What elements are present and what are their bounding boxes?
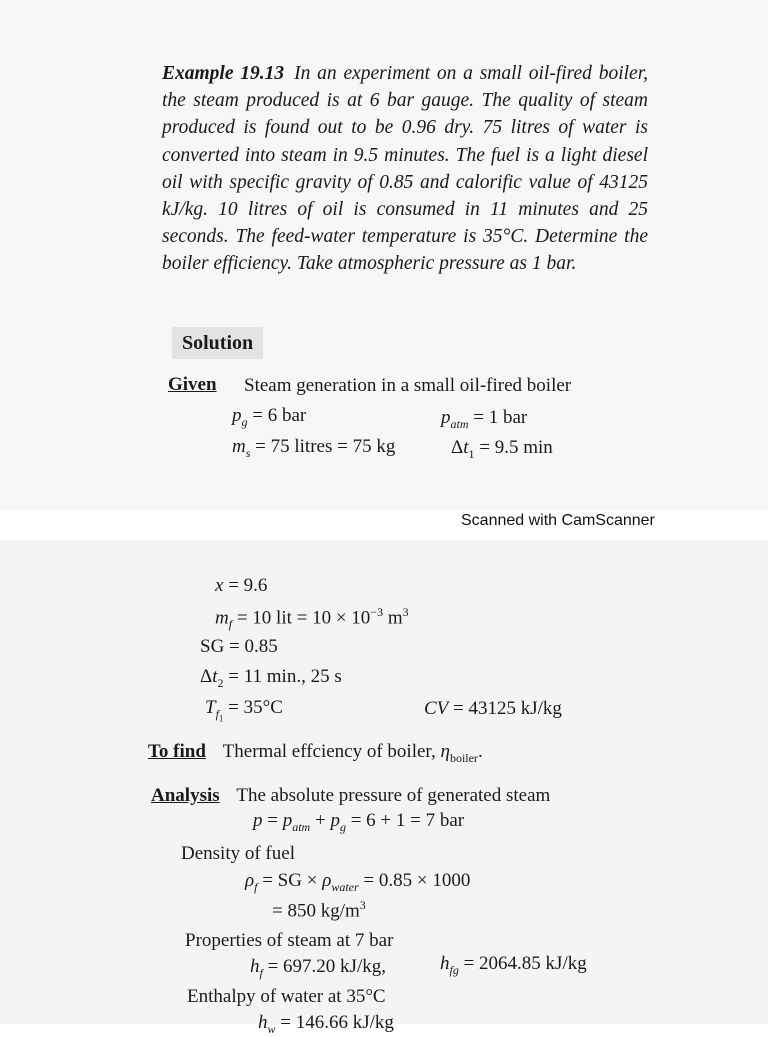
given-dt1: $\Delta t_1 = 9.5$ min: [451, 437, 553, 461]
analysis-line: [151, 785, 550, 807]
given-pg: $p_g = 6$ bar: [232, 405, 307, 429]
given-mf: $m_f = 10$ lit = $10 \times 10^{-3}$ $m^3$: [215, 605, 409, 632]
given-ms: $m_s = 75$ litres = 75 kg: [232, 436, 396, 460]
given-tf: $T_{f_1} = 35^\circ C$: [205, 697, 283, 724]
density-result: = 850 $kg/m^3$: [272, 898, 366, 922]
given-x: x = 9.6: [215, 575, 268, 596]
water-enthalpy-heading: Enthalpy of water at 35°C: [187, 986, 386, 1007]
given-label: Given: [168, 374, 217, 395]
scanned-page-top: [0, 0, 768, 510]
given-cv: CV = 43125 kJ/kg: [424, 698, 562, 719]
to-find-text: Thermal effciency of boiler,: [222, 741, 441, 762]
given-patm: $p_{atm} = 1$ bar: [441, 407, 528, 431]
scan-watermark-text: Scanned with CamScanner: [461, 512, 655, 529]
analysis-text: The absolute pressure of generated steam: [236, 785, 551, 806]
to-find-line: To find Thermal effciency of boiler, $\eta_{boiler}$.: [148, 741, 483, 765]
scanned-page-bottom: [0, 540, 768, 1036]
example-problem: [162, 60, 648, 278]
given-description: Steam generation in a small oil-fired boiler: [244, 375, 572, 396]
density-heading: Density of fuel: [181, 843, 295, 864]
solution-heading: Solution: [172, 327, 263, 359]
example-text: In an experiment on a small oil-fired boiler, the steam produced is at 6 bar gauge. The quality of steam produced is found out to be 0.96 dry. 75 litres of water is converted into steam in 9.5 minutes. The fuel is a light diesel oil with specific gravity of 0.85 and calorific value of 43125 kJ/kg. 10 litres of oil is consumed in 11 minutes and 25 seconds. The feed-water temperature is 35°C. Determine the boiler efficiency. Take atmospheric pressure as 1 bar.: [162, 63, 648, 275]
density-eq: $\rho_f$ = SG × $\rho_{water} = 0.85 \times 1000$: [245, 870, 471, 894]
steam-properties-heading: Properties of steam at 7 bar: [185, 930, 394, 951]
example-label: Example 19.13: [162, 63, 285, 84]
hfg-value: $h_{fg} = 2064.85$ kJ/kg: [440, 953, 587, 977]
absolute-pressure-eq: $p = p_{atm} + p_g = 6 + 1 = 7$ bar: [253, 810, 465, 834]
hw-value-partial: $h_w = 146.66$ kJ/kg: [258, 1012, 394, 1036]
analysis-label: Analysis: [151, 785, 220, 806]
given-dt2: $\Delta t_2 = 11$ min., 25 s: [200, 666, 342, 690]
given-sg: SG = 0.85: [200, 636, 278, 657]
hf-value: $h_f = 697.20$ kJ/kg,: [250, 956, 386, 980]
to-find-label: To find: [148, 741, 206, 762]
